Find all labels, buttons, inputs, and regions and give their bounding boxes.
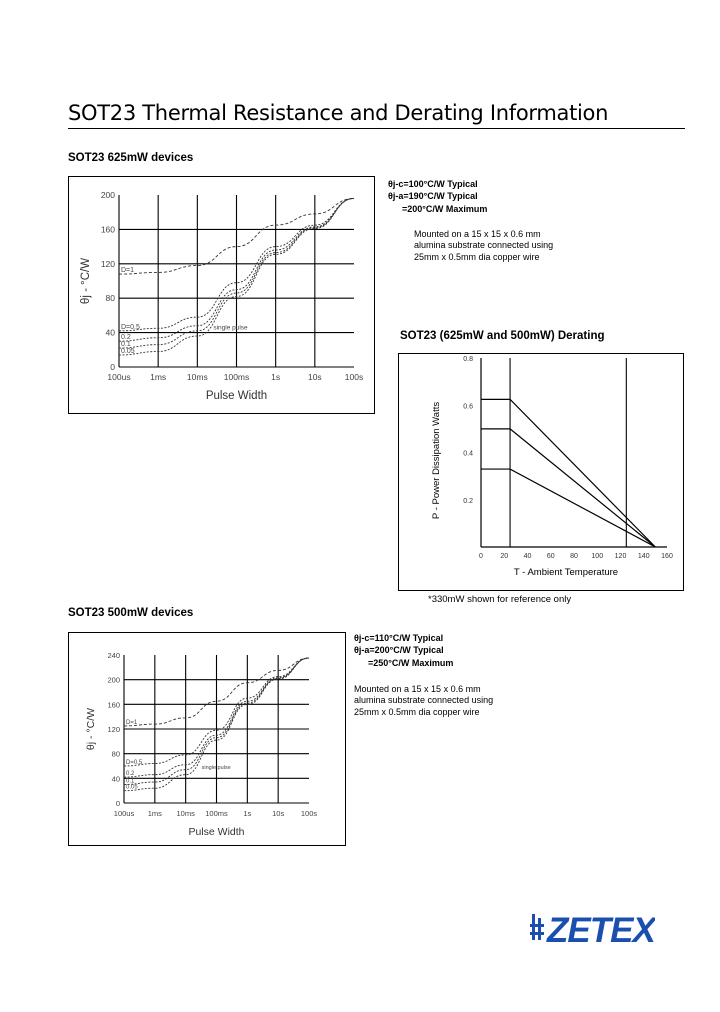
- zetex-logo: [530, 906, 655, 950]
- x-tick-label: 1ms: [147, 809, 162, 818]
- x-tick-label: 140: [637, 553, 650, 560]
- chart2-frame: [398, 353, 684, 591]
- section2-spec: [354, 632, 453, 669]
- y-tick-label: 40: [105, 327, 115, 338]
- y-axis-label: θj - °C/W: [80, 257, 92, 305]
- x-tick-label: 60: [546, 553, 555, 560]
- note-line: 25mm x 0.5mm dia copper wire: [354, 706, 480, 717]
- x-tick-label: 40: [523, 553, 532, 560]
- x-axis-label: T - Ambient Temperature: [513, 567, 619, 578]
- y-tick-label: 120: [107, 725, 120, 734]
- x-axis-label: Pulse Width: [205, 390, 268, 402]
- y-tick-label: 160: [100, 224, 115, 235]
- y-tick-label: 0.4: [463, 450, 473, 458]
- y-tick-label: 0: [115, 799, 120, 808]
- spec-line: θj-c=110°C/W Typical: [354, 633, 444, 643]
- series-label: 0.2: [121, 334, 131, 342]
- x-tick-label: 100s: [300, 809, 318, 818]
- y-tick-label: 0: [110, 362, 115, 372]
- zetex-logo-svg: [530, 906, 655, 950]
- note-line: alumina substrate connected using: [354, 695, 494, 706]
- x-tick-label: 80: [570, 553, 578, 560]
- chart3-frame: [68, 632, 346, 846]
- x-tick-label: 160: [661, 553, 673, 560]
- y-tick-label: 160: [107, 700, 120, 710]
- series-label: 0.05: [126, 784, 138, 791]
- x-tick-label: 10s: [272, 809, 285, 818]
- note-line: alumina substrate connected using: [414, 240, 554, 251]
- y-tick-label: 40: [111, 774, 120, 784]
- y-tick-label: 0.8: [463, 356, 473, 363]
- y-tick-label: 240: [107, 651, 120, 660]
- x-tick-label: 1ms: [150, 372, 167, 382]
- x-tick-label: 10ms: [186, 372, 208, 382]
- y-tick-label: 120: [100, 258, 115, 269]
- section2-heading: SOT23 500mW devices: [68, 607, 194, 619]
- y-tick-label: 200: [100, 190, 115, 200]
- x-tick-label: 100us: [107, 372, 131, 382]
- x-tick-label: 100ms: [205, 809, 228, 818]
- x-tick-label: 100s: [344, 372, 364, 382]
- chart1-frame: [68, 176, 375, 414]
- x-tick-label: 0: [479, 553, 483, 560]
- logo-mark-icon: [530, 914, 544, 940]
- series-label: 0.2: [126, 771, 135, 778]
- chart2-svg: [399, 354, 683, 590]
- y-tick-label: 200: [107, 675, 120, 685]
- y-tick-label: 80: [105, 293, 115, 304]
- x-tick-label: 20: [500, 553, 509, 560]
- series-label: D=1: [121, 267, 135, 275]
- series-label: D=0.5: [121, 323, 140, 331]
- section1-spec: [388, 178, 487, 215]
- spec-line: θj-a=200°C/W Typical: [354, 645, 444, 656]
- series-label: D=1: [126, 719, 138, 726]
- section1-heading: SOT23 625mW devices: [68, 152, 194, 164]
- x-tick-label: 100: [591, 553, 604, 560]
- spec-line: =250°C/W Maximum: [368, 657, 454, 668]
- section1-note: [414, 229, 553, 263]
- series-label: D=0.5: [126, 760, 143, 766]
- logo-text: ZETEX: [547, 911, 655, 950]
- x-tick-label: 1s: [243, 809, 252, 818]
- spec-line: =200°C/W Maximum: [402, 203, 488, 214]
- y-axis-label: P - Power Dissipation Watts: [431, 401, 442, 520]
- chart1-svg: [69, 177, 374, 413]
- section2-note: [354, 684, 493, 718]
- x-axis-label: Pulse Width: [188, 826, 245, 838]
- y-tick-label: 80: [111, 749, 120, 759]
- x-tick-label: 10s: [307, 372, 322, 382]
- annotation-label: single pulse: [201, 764, 231, 771]
- reference-footnote: *330mW shown for reference only: [428, 594, 572, 605]
- chart3-svg: [69, 633, 345, 845]
- note-line: Mounted on a 15 x 15 x 0.6 mm: [354, 684, 481, 694]
- spec-line: θj-c=100°C/W Typical: [388, 179, 478, 189]
- title-rule: [68, 128, 685, 129]
- y-tick-label: 0.6: [463, 403, 473, 411]
- series-label: 0.05: [121, 347, 135, 355]
- page-title: SOT23 Thermal Resistance and Derating Information: [68, 101, 609, 125]
- spec-line: θj-a=190°C/W Typical: [388, 191, 478, 202]
- series-line: [481, 429, 655, 547]
- derating-heading: SOT23 (625mW and 500mW) Derating: [400, 330, 605, 342]
- series-label: 0.1: [126, 778, 135, 785]
- series-line: [481, 399, 655, 547]
- note-line: Mounted on a 15 x 15 x 0.6 mm: [414, 229, 541, 239]
- x-tick-label: 100us: [113, 809, 135, 818]
- note-line: 25mm x 0.5mm dia copper wire: [414, 251, 540, 262]
- series-line: [481, 469, 655, 547]
- annotation-label: single pulse: [213, 324, 248, 332]
- series-label: 0.1: [121, 341, 131, 349]
- x-tick-label: 10ms: [176, 809, 195, 818]
- x-tick-label: 100ms: [223, 372, 250, 382]
- y-tick-label: 0.2: [463, 497, 473, 505]
- x-tick-label: 1s: [271, 372, 281, 382]
- x-tick-label: 120: [614, 553, 627, 560]
- y-axis-label: θj - °C/W: [85, 707, 97, 751]
